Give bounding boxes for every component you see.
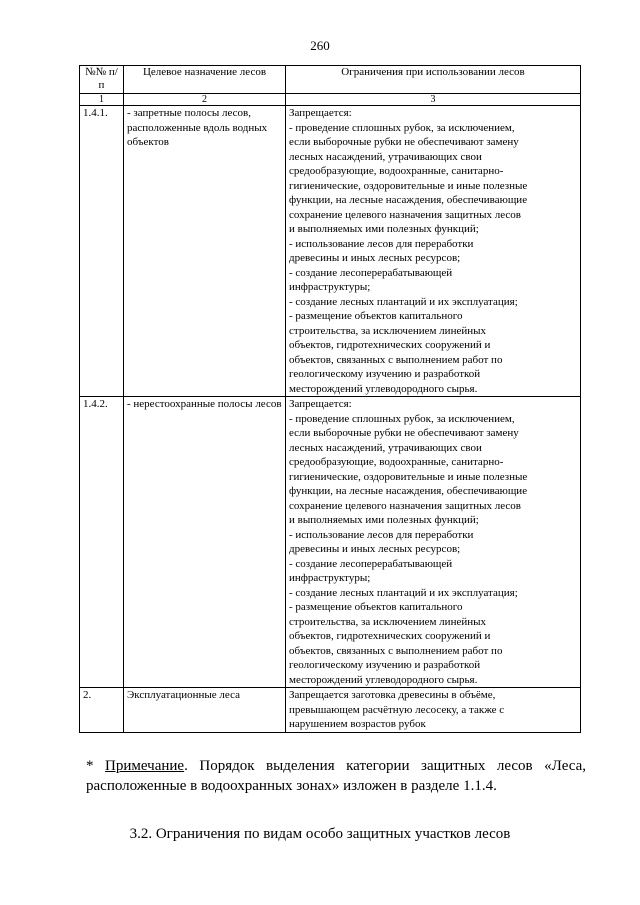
footnote-text: . Порядок выделения категории защитных лесов «Леса, расположенные в водоохранных зонах» изложен в разделе 1.1.4. <box>86 758 586 794</box>
restriction-line: инфраструктуры; <box>289 572 371 584</box>
restriction-line: средообразующие, водоохранные, санитарно- <box>289 165 504 177</box>
section-heading: 3.2. Ограничения по видам особо защитных участков лесов <box>129 826 511 842</box>
restriction-line: месторождений углеводородного сырья. <box>289 673 478 686</box>
restriction-line: сохранение целевого назначения защитных лесов <box>289 499 521 512</box>
restriction-line: нарушением возрастов рубок <box>289 718 426 730</box>
restriction-line: превышающем расчётную лесосеку, а также с <box>289 703 505 716</box>
restrictions-table <box>79 65 581 733</box>
restriction-line: - создание лесных плантаций и их эксплуатация; <box>289 295 518 308</box>
restriction-line: объектов, связанных с выполнением работ по <box>289 353 503 366</box>
restriction-line: месторождений углеводородного сырья. <box>289 382 478 395</box>
restriction-line: - размещение объектов капитального <box>289 310 463 322</box>
restriction-line: - проведение сплошных рубок, за исключением, <box>289 121 515 134</box>
row-restrictions <box>286 397 581 688</box>
restriction-line: - использование лесов для переработки <box>289 237 474 250</box>
restriction-line: древесины и иных лесных ресурсов; <box>289 252 461 264</box>
table-row <box>80 688 581 733</box>
restriction-line: и выполняемых ими полезных функций; <box>289 514 479 526</box>
restriction-line: объектов, связанных с выполнением работ по <box>289 644 503 657</box>
restriction-line: - создание лесоперерабатывающей <box>289 266 453 279</box>
page-number: 260 <box>310 38 330 53</box>
restriction-line: - проведение сплошных рубок, за исключением, <box>289 412 515 425</box>
restriction-line: древесины и иных лесных ресурсов; <box>289 543 461 555</box>
restriction-line: Запрещается заготовка древесины в объёме, <box>289 689 496 701</box>
restriction-line: функции, на лесные насаждения, обеспечивающие <box>289 485 528 497</box>
footnote-label: Примечание <box>105 758 185 774</box>
restriction-line: лесных насаждений, утрачивающих свои <box>289 150 482 163</box>
restriction-line: гигиенические, оздоровительные и иные полезные <box>289 470 528 483</box>
restriction-line: - размещение объектов капитального <box>289 601 463 613</box>
restriction-line: геологическому изучению и разработкой <box>289 368 481 380</box>
restriction-line: и выполняемых ими полезных функций; <box>289 223 479 235</box>
restriction-line: функции, на лесные насаждения, обеспечивающие <box>289 194 528 206</box>
header-purpose: Целевое назначение лесов <box>124 66 286 94</box>
restriction-line: Запрещается: <box>289 107 352 119</box>
restriction-line: объектов, гидротехнических сооружений и <box>289 339 491 351</box>
restriction-line: средообразующие, водоохранные, санитарно- <box>289 456 504 468</box>
row-restrictions <box>286 106 581 397</box>
table-footnote <box>86 756 586 796</box>
restriction-line: геологическому изучению и разработкой <box>289 659 481 671</box>
restriction-line: инфраструктуры; <box>289 281 371 293</box>
restriction-line: строительства, за исключением линейных <box>289 324 486 337</box>
row-number: 2. <box>80 688 124 733</box>
row-restrictions <box>286 688 581 733</box>
restriction-line: - создание лесных плантаций и их эксплуатация; <box>289 586 518 599</box>
index-cell: 3 <box>286 94 581 106</box>
table-row <box>80 106 581 397</box>
table-index-row <box>80 94 581 106</box>
restriction-line: если выборочные рубки не обеспечивают замену <box>289 427 519 439</box>
index-cell: 2 <box>124 94 286 106</box>
row-purpose: - нерестоохранные полосы лесов <box>124 397 286 688</box>
row-number: 1.4.1. <box>80 106 124 397</box>
row-purpose: Эксплуатационные леса <box>124 688 286 733</box>
restriction-line: сохранение целевого назначения защитных лесов <box>289 208 521 221</box>
restriction-line: если выборочные рубки не обеспечивают замену <box>289 136 519 148</box>
index-cell: 1 <box>80 94 124 106</box>
header-restrictions: Ограничения при использовании лесов <box>286 66 581 94</box>
header-number: №№ п/п <box>80 66 124 94</box>
row-purpose: - запретные полосы лесов, расположенные вдоль водных объектов <box>124 106 286 397</box>
table-row <box>80 397 581 688</box>
restriction-line: лесных насаждений, утрачивающих свои <box>289 441 482 454</box>
restriction-line: гигиенические, оздоровительные и иные полезные <box>289 179 528 192</box>
restriction-line: - создание лесоперерабатывающей <box>289 557 453 570</box>
row-number: 1.4.2. <box>80 397 124 688</box>
footnote-marker: * <box>86 758 106 774</box>
restriction-line: объектов, гидротехнических сооружений и <box>289 630 491 642</box>
restriction-line: строительства, за исключением линейных <box>289 615 486 628</box>
restriction-line: - использование лесов для переработки <box>289 528 474 541</box>
restriction-line: Запрещается: <box>289 398 352 410</box>
table-header-row <box>80 66 581 94</box>
